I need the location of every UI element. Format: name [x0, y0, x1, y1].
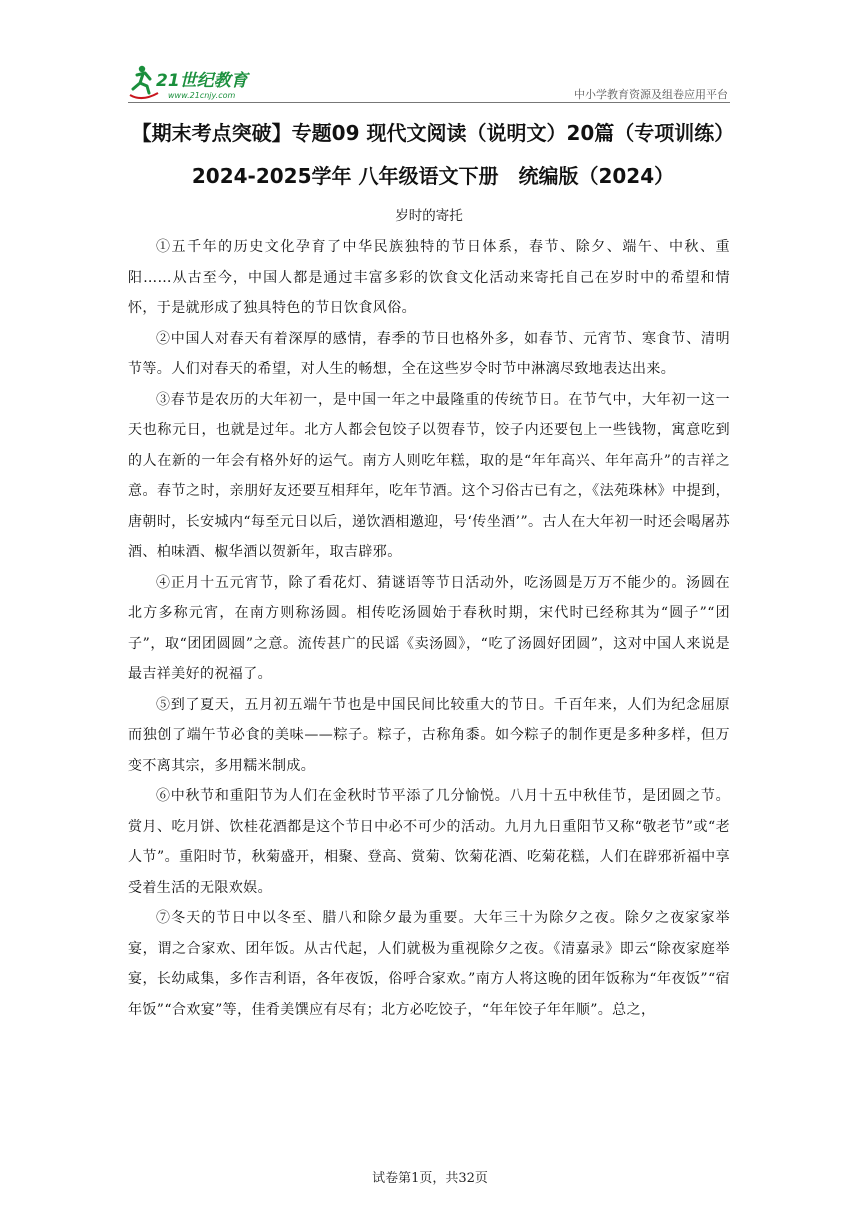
running-figure-icon	[130, 66, 158, 98]
site-logo	[128, 62, 268, 102]
page-footer: 试卷第1页，共32页	[372, 1171, 488, 1186]
header-divider	[128, 102, 730, 103]
article-title: 岁时的寄托	[395, 208, 463, 224]
paragraph-3: ③春节是农历的大年初一，是中国一年之中最隆重的传统节日。在节气中，大年初一这一天也称元日，也就是过年。北方人都会包饺子以贺春节，饺子内还要包上一些钱物，寓意吃到的人在新的一年会有格外好的运气。南方人则吃年糕，取的是“年年高兴、年年高升”的吉祥之意。春节之时，亲朋好友还要互相拜年，吃年节酒。这个习俗古已有之，《法苑珠林》中提到，唐朝时，长安城内“每至元日以后，递饮酒相邀迎，号‘传坐酒’”。古人在大年初一时还会喝屠苏酒、柏味酒、椒华酒以贺新年，取吉辟邪。	[128, 391, 730, 560]
logo-url: www.21cnjy.com	[168, 91, 236, 100]
paragraph-7: ⑦冬天的节日中以冬至、腊八和除夕最为重要。大年三十为除夕之夜。除夕之夜家家举宴，谓之合家欢、团年饭。从古代起，人们就极为重视除夕之夜。《清嘉录》即云“除夜家庭举宴，长幼咸集，多作吉利语，各年夜饭，俗呼合家欢。”南方人将这晚的团年饭称为“年夜饭”“宿年饭”“合欢宴”等，佳肴美馔应有尽有；北方必吃饺子，“年年饺子年年顺”。总之，	[128, 910, 730, 1018]
logo-text: 21世纪教育	[156, 71, 248, 91]
platform-name: 中小学教育资源及组卷应用平台	[574, 88, 728, 101]
paragraph-4: ④正月十五元宵节，除了看花灯、猜谜语等节日活动外，吃汤圆是万万不能少的。汤圆在北方多称元宵，在南方则称汤圆。相传吃汤圆始于春秋时期，宋代时已经称其为“圆子”“团子”，取“团团圆圆”之意。流传甚广的民谣《卖汤圆》，“吃了汤圆好团圆”，这对中国人来说是最吉祥美好的祝福了。	[128, 574, 730, 682]
paragraph-5: ⑤到了夏天，五月初五端午节也是中国民间比较重大的节日。千百年来，人们为纪念屈原而独创了端午节必食的美味——粽子。粽子，古称角黍。如今粽子的制作更是多种多样，但万变不离其宗，多用糯米制成。	[128, 696, 730, 774]
page-header	[128, 62, 730, 104]
document-title: 【期末考点突破】专题09 现代文阅读（说明文）20篇（专项训练）2024-2025学年 八年级语文下册 统编版（2024）	[131, 121, 735, 188]
article-body	[128, 232, 730, 1025]
paragraph-2: ②中国人对春天有着深厚的感情，春季的节日也格外多，如春节、元宵节、寒食节、清明节等。人们对春天的希望，对人生的畅想，全在这些岁令时节中淋漓尽致地表达出来。	[128, 330, 730, 377]
paragraph-1: ①五千年的历史文化孕育了中华民族独特的节日体系，春节、除夕、端午、中秋、重阳……从古至今，中国人都是通过丰富多彩的饮食文化活动来寄托自己在岁时中的希望和情怀，于是就形成了独具特色的节日饮食风俗。	[128, 239, 730, 316]
paragraph-6: ⑥中秋节和重阳节为人们在金秋时节平添了几分愉悦。八月十五中秋佳节，是团圆之节。赏月、吃月饼、饮桂花酒都是这个节日中必不可少的活动。九月九日重阳节又称“敬老节”或“老人节”。重阳时节，秋菊盛开，相聚、登高、赏菊、饮菊花酒、吃菊花糕，人们在辟邪祈福中享受着生活的无限欢娱。	[128, 788, 730, 896]
